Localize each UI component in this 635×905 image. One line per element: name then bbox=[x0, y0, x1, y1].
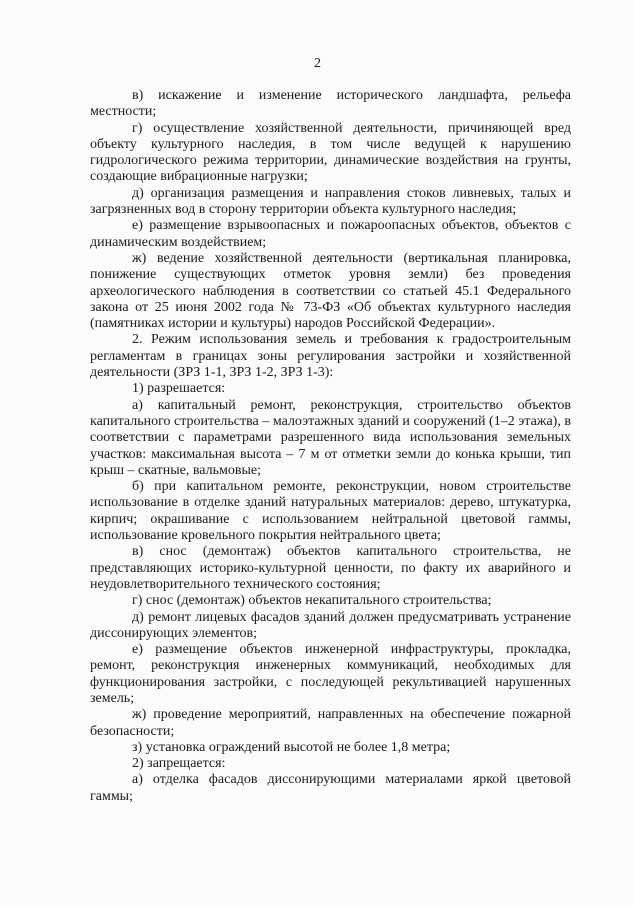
document-body bbox=[90, 88, 571, 805]
page-number: 2 bbox=[314, 56, 321, 71]
paragraph: б) при капитальном ремонте, реконструкции, новом строительстве использование в отделке зданий натуральных материалов: дерево, штукатурка, кирпич; окрашивание с использованием нейтральной цветовой гаммы, использование кровельного покрытия нейтрального цвета; bbox=[90, 479, 571, 544]
paragraph: д) ремонт лицевых фасадов зданий должен предусматривать устранение диссонирующих элементов; bbox=[90, 609, 571, 641]
paragraph: г) осуществление хозяйственной деятельности, причиняющей вред объекту культурного наследия, в том числе ведущей к нарушению гидрологического режима территории, динамические воздействия на грунты, создающие вибрационные нагрузки; bbox=[90, 120, 571, 185]
paragraph: 2) запрещается: bbox=[132, 756, 226, 772]
paragraph: 1) разрешается: bbox=[132, 381, 226, 397]
paragraph: г) снос (демонтаж) объектов некапитального строительства; bbox=[132, 593, 492, 609]
paragraph: ж) ведение хозяйственной деятельности (вертикальная планировка, понижение существующих отметок уровня земли) без проведения археологического наблюдения в соответствии со статьей 45.1 Федерального закона от 25 июня 2002 года № 73-ФЗ «Об объектах культурного наследия (памятниках истории и культуры) народов Российской Федерации». bbox=[90, 250, 571, 332]
paragraph: е) размещение взрывоопасных и пожароопасных объектов, объектов с динамическим воздействием; bbox=[90, 218, 571, 250]
paragraph: в) снос (демонтаж) объектов капитального строительства, не представляющих историко-культурной ценности, по факту их аварийного и неудовлетворительного технического состояния; bbox=[90, 544, 571, 592]
paragraph: а) капитальный ремонт, реконструкция, строительство объектов капитального строительства – малоэтажных зданий и сооружений (1–2 этажа), в соответствии с параметрами разрешенного вида использования земельных участков: максимальная высота – 7 м от отметки земли до конька крыши, тип крыш – скатные, вальмовые; bbox=[90, 397, 571, 478]
paragraph: 2. Режим использования земель и требования к градостроительным регламентам в границах зоны регулирования застройки и хозяйственной деятельности (ЗРЗ 1-1, ЗРЗ 1-2, ЗРЗ 1-3): bbox=[90, 332, 571, 381]
paragraph: в) искажение и изменение исторического ландшафта, рельефа местности; bbox=[90, 88, 571, 120]
paragraph: ж) проведение мероприятий, направленных на обеспечение пожарной безопасности; bbox=[90, 707, 571, 739]
paragraph: д) организация размещения и направления стоков ливневых, талых и загрязненных вод в сторону территории объекта культурного наследия; bbox=[90, 185, 571, 218]
paragraph: е) размещение объектов инженерной инфраструктуры, прокладка, ремонт, реконструкция инженерных коммуникаций, необходимых для функционирования застройки, с последующей рекультивацией нарушенных земель; bbox=[90, 642, 571, 706]
paragraph: а) отделка фасадов диссонирующими материалами яркой цветовой гаммы; bbox=[90, 772, 571, 804]
paragraph: з) установка ограждений высотой не более 1,8 метра; bbox=[132, 739, 451, 755]
